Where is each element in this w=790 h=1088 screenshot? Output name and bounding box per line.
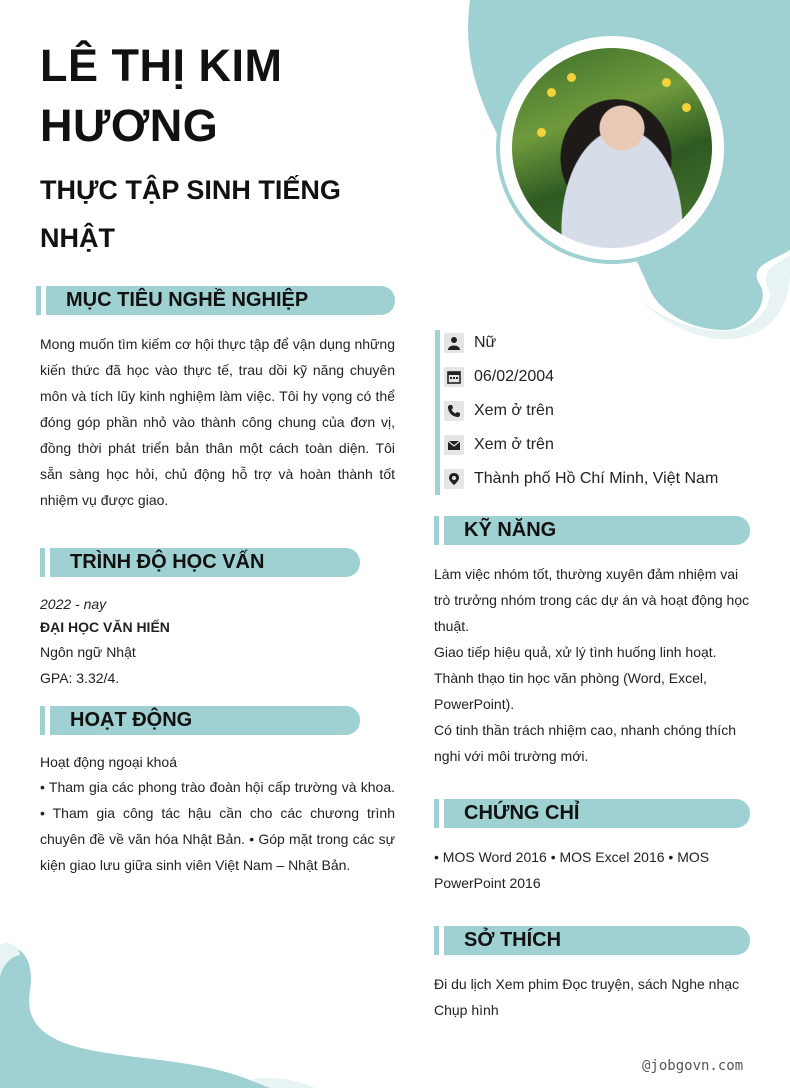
profile-photo — [512, 48, 712, 248]
email-text: Xem ở trên — [474, 436, 554, 453]
education-major: Ngôn ngữ Nhật — [40, 644, 136, 660]
contact-gender — [444, 332, 496, 354]
contact-phone — [444, 400, 554, 422]
objective-text: Mong muốn tìm kiếm cơ hội thực tập để vận dụng những kiến thức đã học vào thực tế, trau dồi kỹ năng chuyên môn và tích lũy kinh nghiệm làm việc. Tôi hy vọng có thể đóng góp phần nhỏ vào thành công chung của đơn vị, đồng thời phát triển bản thân một cách toàn diện. Tôi sẵn sàng học hỏi, chủ động hỗ trợ và hoàn thành tốt nhiệm vụ được giao. — [40, 336, 395, 508]
skill-item: Thành thạo tin học văn phòng (Word, Excel, PowerPoint). — [434, 670, 707, 712]
objective-heading: MỤC TIÊU NGHỀ NGHIỆP — [46, 286, 395, 315]
contact-accent-bar — [435, 330, 440, 495]
candidate-name: LÊ THỊ KIM HƯƠNG — [40, 40, 283, 151]
contact-address — [444, 468, 718, 490]
education-gpa: GPA: 3.32/4. — [40, 670, 120, 686]
activities-text: • Tham gia các phong trào đoàn hội cấp trường và khoa. • Tham gia công tác hậu cần cho các chương trình chuyên đề về văn hóa Nhật Bản. • Góp mặt trong các sự kiện giao lưu giữa sinh viên Việt Nam – Nhật Bản. — [40, 779, 395, 873]
calendar-icon — [444, 367, 464, 387]
profile-photo-frame — [500, 36, 724, 260]
job-title: THỰC TẬP SINH TIẾNG NHẬT — [40, 175, 341, 253]
contact-email — [444, 434, 554, 456]
skill-item: Giao tiếp hiệu quả, xử lý tình huống linh hoạt. — [434, 644, 717, 660]
skill-item: Có tinh thần trách nhiệm cao, nhanh chóng thích nghi với môi trường mới. — [434, 722, 736, 764]
contact-dob — [444, 366, 554, 388]
phone-icon — [444, 401, 464, 421]
activities-title: Hoạt động ngoại khoá — [40, 754, 177, 770]
dob-text: 06/02/2004 — [474, 368, 555, 385]
education-heading: TRÌNH ĐỘ HỌC VẤN — [50, 548, 360, 577]
footer-watermark: @jobgovn.com — [642, 1058, 744, 1074]
skill-item: Làm việc nhóm tốt, thường xuyên đảm nhiệm vai trò trưởng nhóm trong các dự án và hoạt động học thuật. — [434, 566, 750, 634]
education-school: ĐẠI HỌC VĂN HIẾN — [40, 619, 170, 635]
education-period: 2022 - nay — [40, 596, 107, 612]
mail-icon — [444, 435, 464, 455]
certificates-text: • MOS Word 2016 • MOS Excel 2016 • MOS PowerPoint 2016 — [434, 849, 710, 891]
skills-heading: KỸ NĂNG — [444, 516, 750, 545]
person-icon — [444, 333, 464, 353]
address-text: Thành phố Hồ Chí Minh, Việt Nam — [474, 470, 719, 487]
gender-text: Nữ — [474, 334, 497, 351]
skills-list — [434, 561, 754, 769]
hobbies-text: Đi du lịch Xem phim Đọc truyện, sách Nghe nhạc Chụp hình — [434, 976, 740, 1018]
location-icon — [444, 469, 464, 489]
phone-text: Xem ở trên — [474, 402, 554, 419]
certificates-heading: CHỨNG CHỈ — [444, 799, 750, 828]
hobbies-heading: SỞ THÍCH — [444, 926, 750, 955]
activities-heading: HOẠT ĐỘNG — [50, 706, 360, 735]
